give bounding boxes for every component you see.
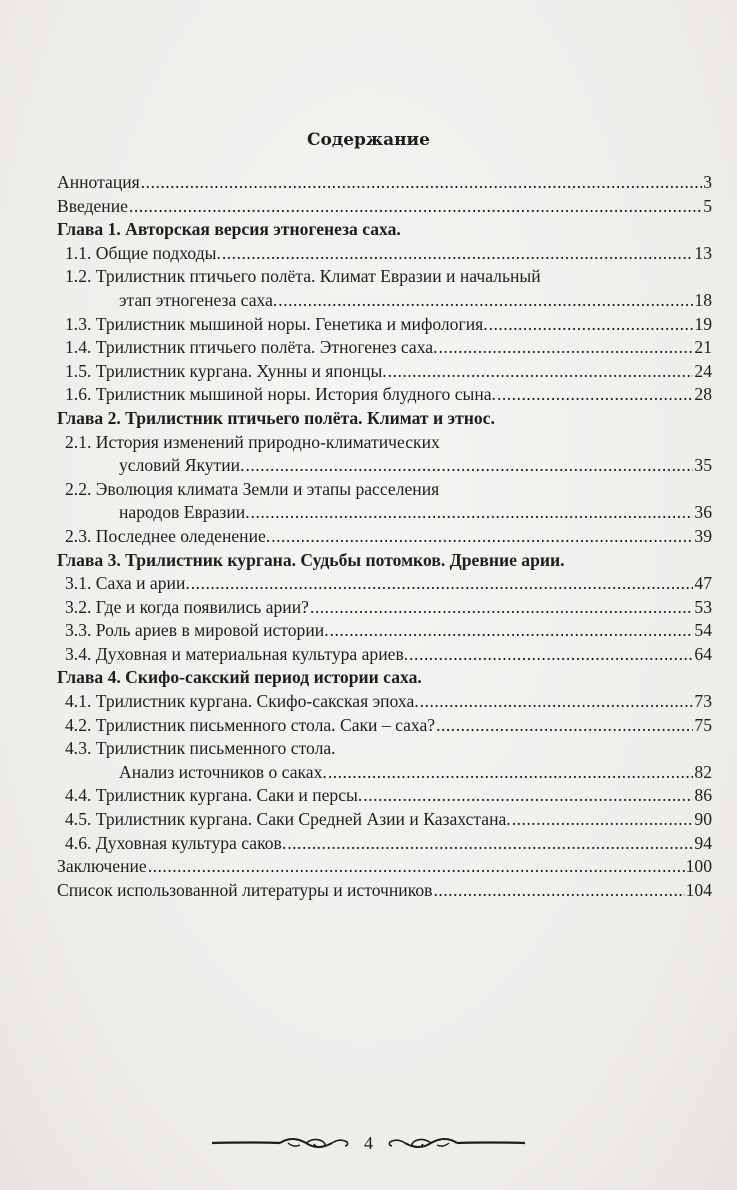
toc-page-number: 28 — [694, 384, 712, 405]
toc-entry-label: Глава 4. Скифо-сакский период истории саха. — [57, 667, 422, 688]
toc-entry-label: Анализ источников о саках. — [119, 761, 327, 782]
toc-entry-label: 1.5. Трилистник кургана. Хунны и японцы. — [65, 360, 387, 381]
toc-page-number: 24 — [694, 360, 712, 381]
toc-leader-dots — [148, 855, 685, 879]
toc-entry-label: Список использованной литературы и источников — [57, 879, 433, 900]
toc-page-number: 54 — [694, 620, 712, 641]
toc-leader-dots — [245, 454, 693, 478]
toc-chapter-heading — [57, 218, 712, 242]
toc-page-number: 75 — [694, 714, 712, 735]
toc-entry-label: 1.4. Трилистник птичьего полёта. Этногенез саха. — [65, 337, 438, 358]
page-title: Содержание — [307, 130, 430, 150]
toc-entry-label: условий Якутии. — [119, 455, 245, 476]
toc-page-number: 90 — [694, 809, 712, 830]
toc-page-number: 82 — [694, 761, 712, 782]
toc-leader-dots — [363, 784, 693, 808]
toc-leader-dots — [409, 643, 693, 667]
toc-page-number: 35 — [694, 455, 712, 476]
toc-entry-label: Аннотация — [57, 172, 140, 192]
toc-leader-dots — [497, 383, 693, 407]
toc-entry — [57, 383, 712, 407]
toc-entry-label: 4.5. Трилистник кургана. Саки Средней Азии и Казахстана. — [65, 809, 511, 830]
toc-page-number: 94 — [694, 832, 712, 853]
toc-entry — [57, 596, 712, 620]
toc-entry-label: 3.4. Духовная и материальная культура ариев. — [65, 643, 409, 664]
toc-leader-dots — [489, 313, 694, 337]
toc-entry — [57, 808, 712, 832]
toc-leader-dots — [271, 525, 693, 549]
toc-entry-label: этап этногенеза саха. — [119, 289, 278, 310]
toc-entry-label: Введение — [57, 195, 128, 216]
toc-entry — [57, 525, 712, 549]
toc-entry-label: 3.2. Где и когда появились арии? — [65, 596, 309, 617]
toc-entry — [57, 714, 712, 738]
toc-entry — [57, 643, 712, 667]
toc-leader-dots — [512, 808, 694, 832]
toc-page-number: 21 — [694, 337, 712, 358]
toc-entry-label: 4.4. Трилистник кургана. Саки и персы. — [65, 785, 363, 806]
toc-entry-label: Глава 3. Трилистник кургана. Судьбы потомков. Древние арии. — [57, 549, 565, 570]
toc-entry-label: 1.6. Трилистник мышиной норы. История блудного сына. — [65, 384, 496, 405]
toc-entry — [57, 737, 712, 761]
toc-entry — [57, 242, 712, 266]
toc-page-number: 19 — [694, 313, 712, 334]
toc-entry-label: 1.3. Трилистник мышиной норы. Генетика и мифология. — [65, 313, 488, 334]
toc-entry — [57, 619, 712, 643]
toc-entry — [57, 431, 712, 455]
toc-leader-dots — [436, 714, 693, 738]
page-footer — [0, 1128, 737, 1158]
toc-entry — [57, 855, 712, 879]
toc-entry — [57, 761, 712, 785]
toc-entry-label: 2.2. Эволюция климата Земли и этапы расселения — [65, 478, 440, 499]
toc-page-number: 39 — [694, 525, 712, 546]
toc-page-number: 5 — [703, 195, 712, 216]
toc-entry-label: 4.2. Трилистник письменного стола. Саки – саха? — [65, 714, 436, 735]
toc-entry — [57, 289, 712, 313]
toc-entry — [57, 454, 712, 478]
toc-entry-label: 4.3. Трилистник письменного стола. — [65, 738, 336, 759]
toc-page-number: 13 — [694, 242, 712, 263]
toc-entry — [57, 478, 712, 502]
toc-page-number: 18 — [694, 289, 712, 310]
toc-leader-dots — [251, 501, 694, 525]
toc-entry-label: Заключение — [57, 856, 147, 877]
toc-entry-label: Глава 2. Трилистник птичьего полёта. Климат и этнос. — [57, 407, 495, 428]
toc-entry — [57, 360, 712, 384]
toc-entry-label: 2.1. История изменений природно-климатических — [65, 431, 440, 452]
toc-leader-dots — [278, 289, 693, 313]
toc-page-number: 64 — [694, 643, 712, 664]
toc-chapter-heading — [57, 549, 712, 573]
toc-entry-label: 4.1. Трилистник кургана. Скифо-сакская эпоха. — [65, 691, 419, 712]
toc-page-number: 36 — [694, 502, 712, 523]
toc-entry-label: 1.1. Общие подходы. — [65, 242, 221, 263]
toc-page-number: 47 — [694, 573, 712, 594]
toc-page-number: 53 — [694, 596, 712, 617]
toc-chapter-heading — [57, 407, 712, 431]
toc-entry-label: 3.1. Саха и арии. — [65, 573, 190, 594]
toc-entry — [57, 572, 712, 596]
toc-leader-dots — [310, 596, 693, 620]
toc-leader-dots — [328, 761, 694, 785]
toc-leader-dots — [388, 360, 694, 384]
page-number: 4 — [364, 1132, 373, 1153]
toc-entry-label: народов Евразии. — [119, 502, 250, 523]
toc-entry — [57, 784, 712, 808]
toc-leader-dots — [141, 171, 702, 195]
toc-leader-dots — [330, 619, 694, 643]
toc-entry — [57, 195, 712, 219]
toc-entry-label: 1.2. Трилистник птичьего полёта. Климат Евразии и начальный — [65, 266, 541, 287]
toc-chapter-heading — [57, 666, 712, 690]
toc-leader-dots — [129, 195, 702, 219]
toc-entry — [57, 171, 712, 195]
toc-entry-label: 2.3. Последнее оледенение. — [65, 525, 271, 546]
toc-leader-dots — [191, 572, 694, 596]
toc-page-number: 73 — [694, 691, 712, 712]
table-of-contents — [57, 171, 712, 902]
toc-leader-dots — [433, 879, 684, 903]
toc-entry — [57, 832, 712, 856]
toc-entry-label: 4.6. Духовная культура саков. — [65, 832, 287, 853]
toc-page-number: 3 — [703, 172, 712, 192]
toc-leader-dots — [439, 336, 694, 360]
right-ornament-icon — [387, 1133, 527, 1153]
toc-page-number: 100 — [685, 856, 712, 877]
toc-page-number: 104 — [685, 879, 712, 900]
toc-entry-label: Глава 1. Авторская версия этногенеза саха. — [57, 219, 401, 240]
toc-entry — [57, 690, 712, 714]
left-ornament-icon — [210, 1133, 350, 1153]
toc-leader-dots — [222, 242, 694, 266]
toc-entry-label: 3.3. Роль ариев в мировой истории. — [65, 620, 329, 641]
toc-leader-dots — [287, 832, 693, 856]
toc-entry — [57, 313, 712, 337]
toc-leader-dots — [420, 690, 694, 714]
toc-entry — [57, 501, 712, 525]
toc-entry — [57, 265, 712, 289]
toc-page-number: 86 — [694, 785, 712, 806]
toc-entry — [57, 336, 712, 360]
toc-entry — [57, 879, 712, 903]
